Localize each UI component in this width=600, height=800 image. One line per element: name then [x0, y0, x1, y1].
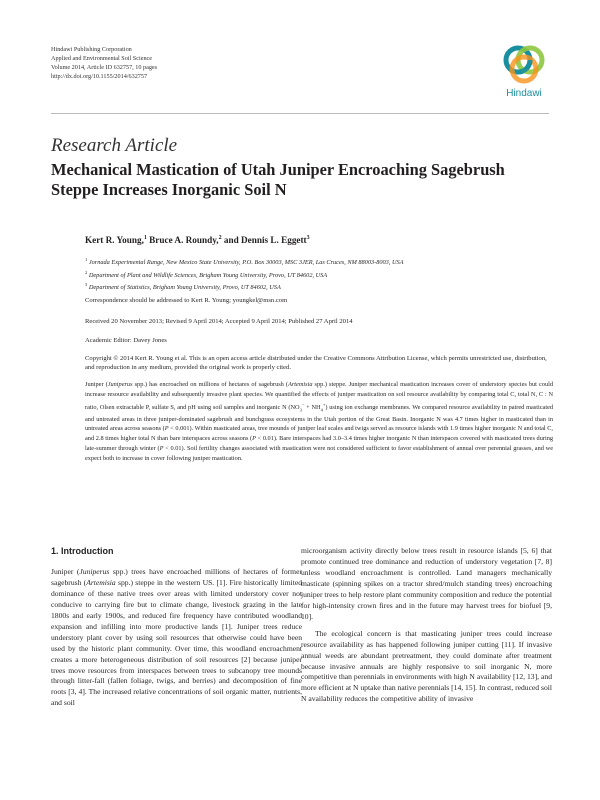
body-paragraph: microorganism activity directly below trees result in resource islands [5, 6] that promote continued tree dominance and reduction of understory vegetation [7, 8] unless woodland encroachment is controlled. Land managers mechanically masticate (spinning spikes on a tractor shred/mulch standing trees) encroaching juniper trees to help restore plant community composition and reduce the potential for high-intensity crown fires and in the future may harvest trees for biofuel [9, 10]. — [301, 546, 552, 621]
body-column-left — [51, 546, 302, 709]
journal-header — [51, 45, 157, 81]
body-column-right — [301, 546, 552, 705]
superscript: − — [301, 401, 305, 407]
article-dates: Received 20 November 2013; Revised 9 April 2014; Accepted 9 April 2014; Published 27 April 2014 — [85, 318, 353, 325]
header-divider — [51, 113, 549, 114]
taxon-name: Juniperus — [107, 381, 133, 388]
body-paragraph — [51, 567, 302, 709]
affiliation-text: Jornada Experimental Range, New Mexico State University, P.O. Box 30003, MSC 3JER, Las Cruces, NM 88003-8003, USA — [88, 259, 404, 267]
abstract — [85, 380, 553, 463]
academic-editor: Academic Editor: Davey Jones — [85, 337, 167, 344]
stat-symbol: P — [252, 435, 256, 443]
article-title: Mechanical Mastication of Utah Juniper Encroaching Sagebrush Steppe Increases Inorganic Soil N — [51, 160, 505, 199]
publisher-name: Hindawi Publishing Corporation — [51, 46, 132, 53]
abstract-text: spp.) steppe. Juniper mechanical mastication increases cover of understory species but could increase resource availability and subsequently invasive plant species. We quantified the effects of juniper mastication on soil resource availability by comparing total C, total N, C : N ratio, Olsen extractable P, sulfate S, and pH using soil samples and inorganic N (NO — [85, 381, 553, 411]
stat-symbol: P — [164, 425, 169, 433]
abstract-text: < 0.01). Bare interspaces had 3.0–3.4 times higher inorganic N than interspaces covered with masticated trees during late-summer through winter ( — [85, 435, 553, 452]
body-paragraph: The ecological concern is that masticating juniper trees could increase resource availability as has happened following juniper cutting [11]. If invasive annual weeds are abundant pretreatment, they could dominate after treatment because invasive annuals are highly responsive to soil inorganic N, more competitive than perennials in environments with high N availability [12, 13], and more efficient at N uptake than native perennials [14, 15]. In contrast, reduced soil N availability reduces the competitive ability of invasive — [301, 628, 552, 704]
copyright-notice: Copyright © 2014 Kert R. Young et al. This is an open access article distributed under the Creative Commons Attribution License, which permits unrestricted use, distribution, and reproduction in any medium, provided the original work is properly cited. — [85, 355, 547, 372]
abstract-text: < 0.01). Soil fertility changes associated with mastication were not considered sufficient to favor establishment of annual over perennial grasses, and we expect both to increase in cover following juniper mastication. — [85, 444, 553, 462]
affiliation-item — [85, 268, 555, 281]
abstract-text: ) using ion exchange membranes. We compared resource availability in paired masticated and untreated areas in three juniper-dominated sagebrush and bunchgrass ecosystems in the Utah portion of the Great Basin. Inorganic N was 4.7 times higher in masticated than in untreated areas across seasons ( — [85, 403, 554, 433]
abstract-text: < 0.001). Within masticated areas, tree mounds of juniper leaf scales and twigs served as resource islands with 1.9 times higher inorganic N and total C, and 2.8 times higher total N than bare interspaces across seasons ( — [85, 425, 553, 443]
body-text: spp.) trees have encroached millions of hectares of former sagebrush ( — [51, 566, 302, 587]
author-list — [85, 235, 310, 245]
taxon-name: Artemisia — [287, 381, 313, 388]
affiliation-number: 2 — [85, 269, 88, 275]
taxon-name: Artemisia — [86, 577, 116, 587]
abstract-text: spp.) has encroached on millions of hectares of sagebrush ( — [132, 381, 288, 388]
doi-link[interactable]: http://dx.doi.org/10.1155/2014/632757 — [51, 73, 148, 80]
author-name: Bruce A. Roundy, — [149, 235, 219, 246]
author-affil-ref: 2 — [218, 235, 222, 241]
affiliation-number: 1 — [85, 257, 88, 262]
hindawi-logo-icon — [494, 38, 554, 90]
author-name: and Dennis L. Eggett — [223, 235, 307, 246]
affiliation-number: 3 — [85, 282, 88, 288]
affiliation-text: Department of Statistics, Brigham Young University, Provo, UT 84602, USA — [88, 284, 281, 292]
journal-name: Applied and Environmental Soil Science — [51, 55, 153, 62]
correspondence: Correspondence should be addressed to Kert R. Young; youngkel@msn.com — [85, 297, 288, 304]
taxon-name: Juniperus — [79, 566, 110, 576]
body-text: spp.) steppe in the western US. [1]. Fire historically limited dominance of these native trees over areas with limited understory cover not conducive to carrying fire but to climate change, livestock grazing in the late 1800s and early 1900s, and reduced fire frequency have contributed woodland expansion and infilling into more productive lands [1]. Juniper trees reduce understory plant cover by using soil resources that otherwise could have been used by the historic plant community. Over time, this woodland encroachment creates a more heterogeneous distribution of soil resources [2] because juniper trees move resources from interspaces between trees to subcanopy tree mounds through litter-fall (fallen foliage, twigs, and berries) and decomposition of fine roots [3, 4]. The increased relative concentrations of soil organic matter, nutrients, and soil — [51, 577, 302, 708]
volume-info: Volume 2014, Article ID 632757, 10 pages — [51, 64, 158, 71]
body-text: Juniper ( — [51, 566, 80, 576]
article-type: Research Article — [51, 135, 178, 156]
affiliations — [85, 255, 555, 293]
subscript: 3 — [299, 406, 302, 412]
stat-symbol: P — [159, 444, 164, 452]
subscript: 4 — [320, 406, 323, 412]
section-heading: 1. Introduction — [51, 546, 114, 556]
hindawi-logo — [494, 38, 554, 108]
abstract-text: Juniper ( — [85, 381, 108, 388]
abstract-text: + NH — [304, 403, 321, 411]
logo-text: Hindawi — [506, 88, 542, 99]
affiliation-item — [85, 280, 555, 293]
affiliation-text: Department of Plant and Wildlife Sciences, Brigham Young University, Provo, UT 84602, USA — [88, 271, 328, 279]
author-name: Kert R. Young, — [85, 235, 144, 246]
affiliation-item — [85, 255, 555, 268]
superscript: + — [322, 401, 326, 407]
author-affil-ref: 3 — [306, 235, 310, 241]
author-affil-ref: 1 — [143, 235, 147, 241]
